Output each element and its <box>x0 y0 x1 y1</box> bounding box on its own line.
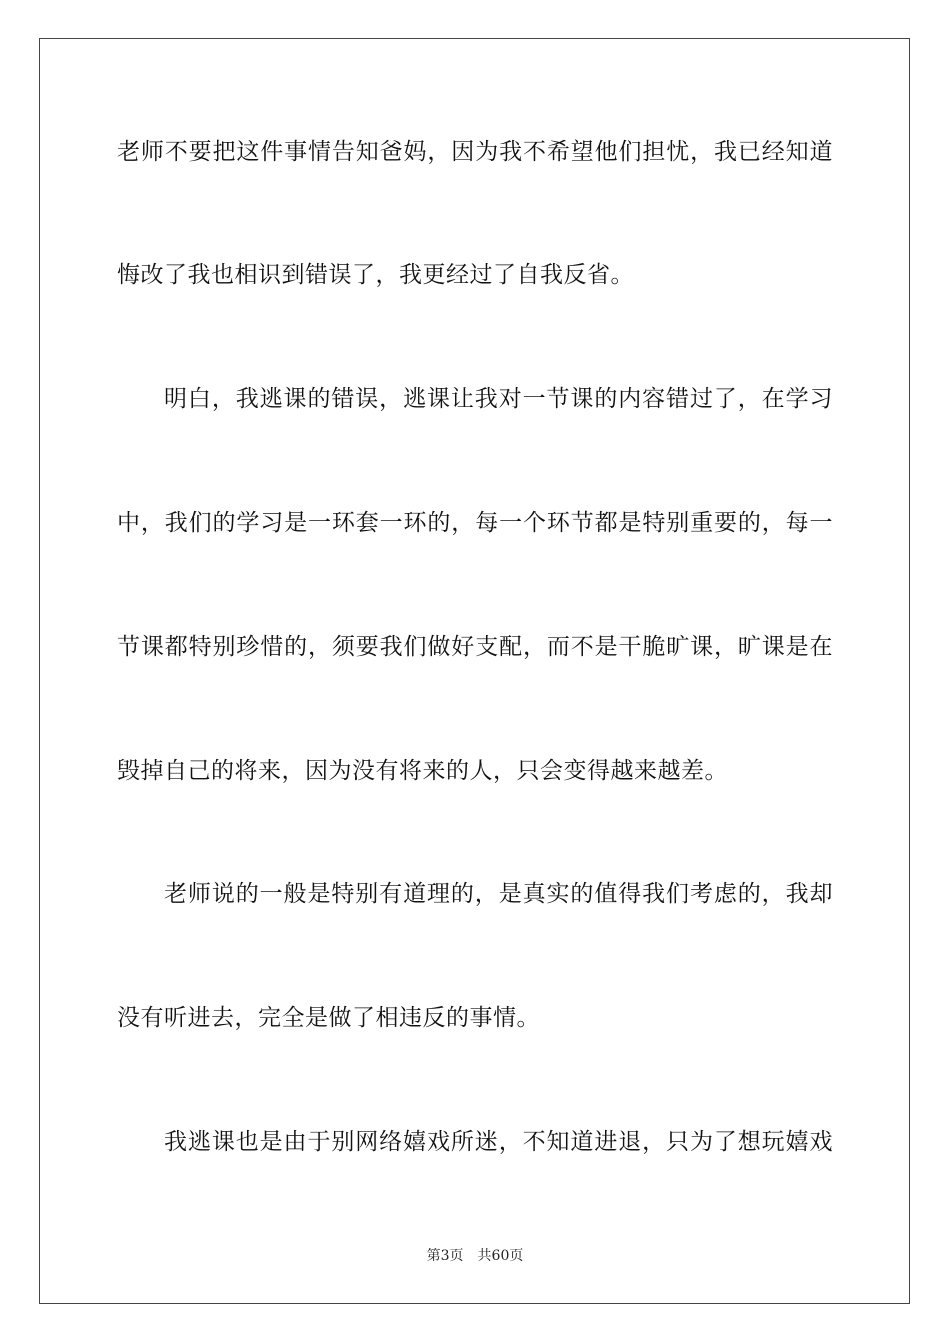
paragraph-first-line: 我逃课也是由于别网络嬉戏所迷，不知道进退，只为了想玩嬉戏 <box>164 1129 833 1155</box>
text-line: 没有听进去，完全是做了相违反的事情。 <box>117 1005 540 1031</box>
text-line: 悔改了我也相识到错误了，我更经过了自我反省。 <box>117 262 634 288</box>
text-line: 毁掉自己的将来，因为没有将来的人，只会变得越来越差。 <box>117 758 728 784</box>
page-footer <box>0 1246 950 1266</box>
total-pages: 共60页 <box>477 1248 524 1264</box>
text-line: 节课都特别珍惜的，须要我们做好支配，而不是干脆旷课，旷课是在 <box>117 634 833 660</box>
paragraph-first-line: 明白，我逃课的错误，逃课让我对一节课的内容错过了，在学习 <box>164 386 833 412</box>
page-number: 第3页 <box>426 1248 464 1264</box>
text-line: 老师不要把这件事情告知爸妈，因为我不希望他们担忧，我已经知道 <box>117 139 833 165</box>
paragraph-first-line: 老师说的一般是特别有道理的，是真实的值得我们考虑的，我却 <box>164 881 833 907</box>
page-border <box>39 38 910 1304</box>
text-line: 中，我们的学习是一环套一环的，每一个环节都是特别重要的，每一 <box>117 510 833 536</box>
